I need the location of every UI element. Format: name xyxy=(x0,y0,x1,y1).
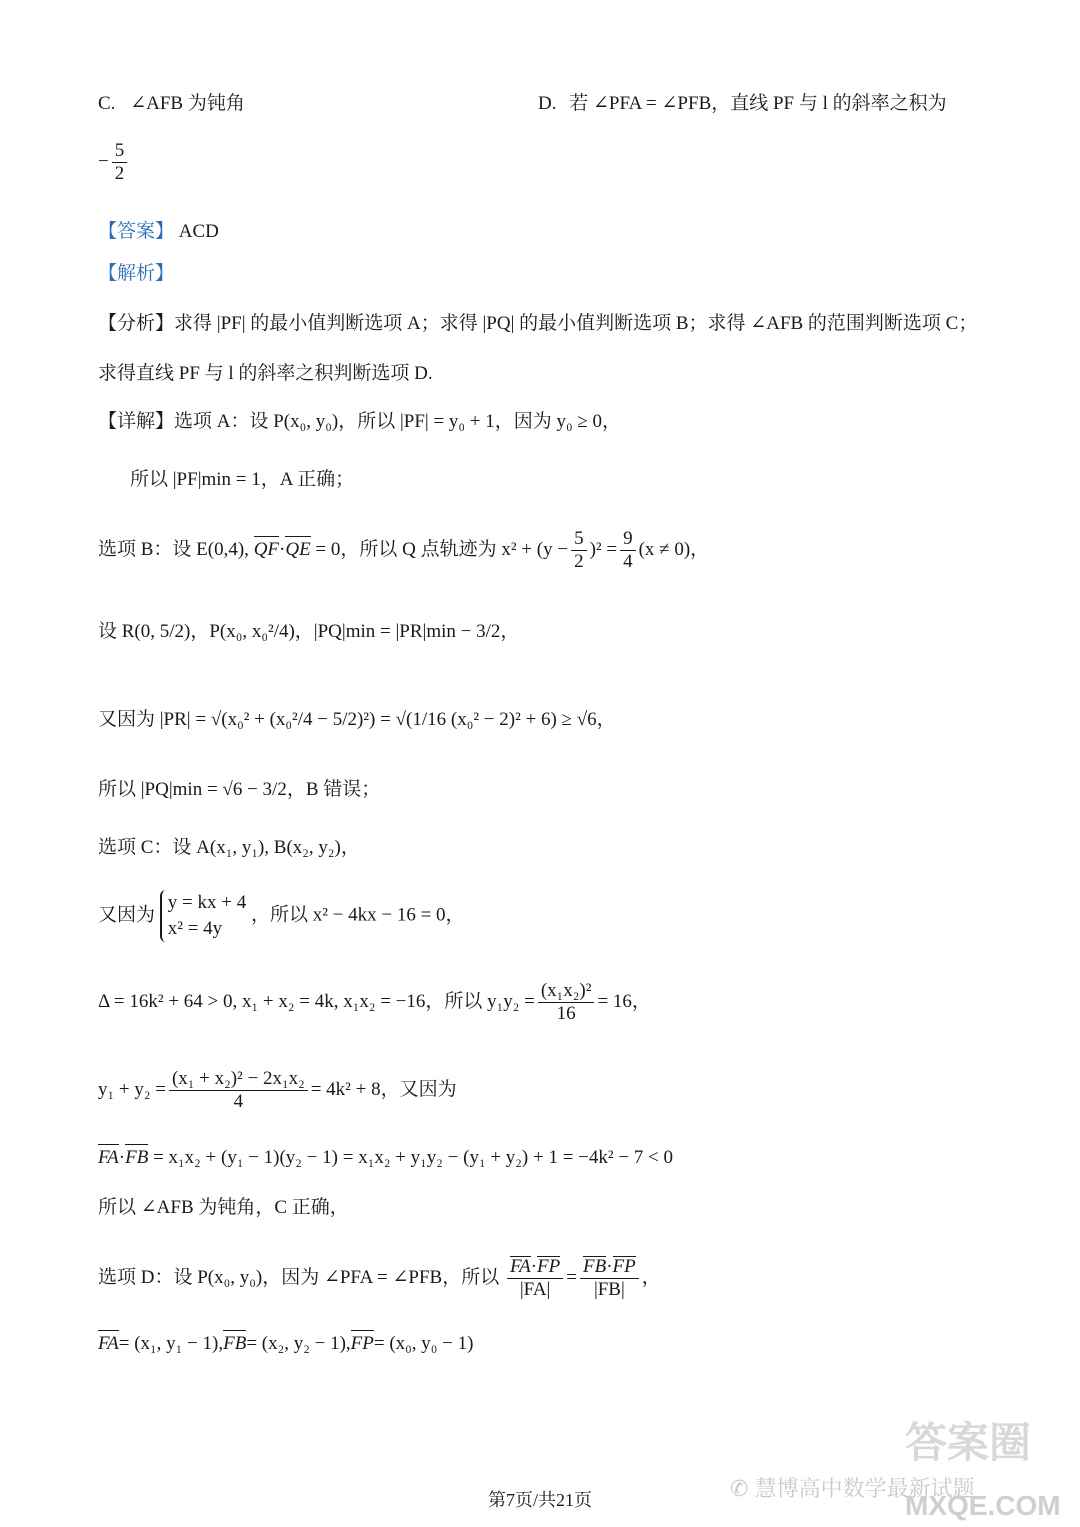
detail-b-text-4: 所以 |PQ|min = √6 − 3/2，B 错误； xyxy=(98,779,381,800)
detail-d-frac-right: $\frac{FB\cdot FP}{|FB|}$ xyxy=(580,1256,639,1301)
vector-fa: FA xyxy=(98,1144,119,1172)
detail-c3-post: = 16， xyxy=(597,990,651,1012)
detail-c-text-1: 选项 C：设 A(x₁, y₁), B(x₂, y₂)， xyxy=(98,837,360,858)
detail-c-line-4 xyxy=(98,1068,457,1113)
analysis-tag-line xyxy=(98,260,174,288)
detail-b-mid: = 0，所以 Q 点轨迹为 x² + (y − xyxy=(315,538,569,560)
system-eq-1: y = kx + 4 xyxy=(167,892,247,913)
magnitude-fb: |FB| xyxy=(593,1279,625,1300)
option-c-label: C. xyxy=(98,93,116,114)
detail-c4-frac: $\frac{\text{(x₁ + x₂)² − 2x₁x₂}}{4}$ xyxy=(169,1068,308,1113)
option-d-text: 若 ∠PFA = ∠PFB，直线 PF 与 l 的斜率之积为 xyxy=(569,93,947,114)
analysis-fenxi-tag: 【分析】 xyxy=(98,313,175,334)
option-d xyxy=(538,90,947,118)
answer-value: ACD xyxy=(178,221,219,242)
analysis-tag: 【解析】 xyxy=(98,263,175,284)
detail-c3-frac: $\frac{\text{(x₁x₂)²}}{16}$ xyxy=(538,980,595,1025)
detail-c4-post: = 4k² + 8，又因为 xyxy=(310,1078,457,1100)
option-d-label: D. xyxy=(538,93,557,114)
analysis-line-1 xyxy=(98,310,977,338)
vector-qf: QF xyxy=(254,536,279,564)
page-footer: 第7页/共21页 xyxy=(487,1490,592,1510)
vector-fp-2: FP xyxy=(351,1330,374,1358)
magnitude-fa: |FA| xyxy=(519,1279,551,1300)
detail-d-pre: 选项 D：设 P(x₀, y₀)，因为 ∠PFA = ∠PFB，所以 xyxy=(98,1266,500,1288)
option-c xyxy=(98,90,245,118)
detail-a-text-1: 选项 A：设 P(x₀, y₀)，所以 |PF| = y₀ + 1，因为 y₀ ≥ 0， xyxy=(174,411,622,432)
detail-c-pre: 又因为 xyxy=(98,904,156,926)
detail-c-line-2 xyxy=(98,890,465,942)
watermark-brand: 答案圈 xyxy=(905,1419,1032,1466)
detail-b-line-2 xyxy=(98,618,519,646)
analysis-text-2: 求得直线 PF 与 l 的斜率之积判断选项 D. xyxy=(98,363,433,384)
option-d-sign: − xyxy=(98,150,109,172)
vector-qe: QE xyxy=(285,536,310,564)
detail-d-frac-left: $\frac{FA\cdot FP}{|FA|}$ xyxy=(507,1256,563,1301)
wechat-icon: ✆ xyxy=(730,1476,749,1501)
detail-d-text-2: = (x₁, y₁ − 1), xyxy=(118,1333,224,1354)
vector-fp-num: FP xyxy=(537,1256,561,1277)
detail-b-post: )² = xyxy=(589,538,618,560)
detail-b-pre: 选项 B：设 E(0,4), xyxy=(98,538,249,560)
detail-c4-pre: y₁ + y₂ = xyxy=(98,1078,166,1100)
vector-fa-2: FA xyxy=(98,1330,119,1358)
watermark-account-text: 慧博高中数学最新试题 xyxy=(754,1476,975,1501)
detail-b-line-3 xyxy=(98,706,616,734)
vector-fb-2: FB xyxy=(223,1330,246,1358)
detail-b-line-4 xyxy=(98,776,380,804)
detail-b-tail: (x ≠ 0)， xyxy=(638,538,710,560)
detail-a-line-1 xyxy=(98,408,621,436)
detail-c-text-5: = x₁x₂ + (y₁ − 1)(y₂ − 1) = x₁x₂ + y₁y₂ − (y₁ + y₂) + 1 = −4k² − 7 < 0 xyxy=(153,1147,674,1168)
detail-b-frac-9-4: $\frac{9}{4}$ xyxy=(620,528,636,573)
detail-c-line-3 xyxy=(98,980,651,1025)
detail-d-text-2b: = (x₂, y₂ − 1), xyxy=(246,1333,351,1354)
option-d-value xyxy=(98,140,130,185)
detail-d-line-1: 选项 D：设 P(x₀, y₀)，因为 ∠PFA = ∠PFB，所以 $\frac{FA\cdot FP}{|FA|}$ = $\frac{FB\cdot FP}{|FB|}$ ， xyxy=(98,1256,661,1300)
analysis-text-1: 求得 |PF| 的最小值判断选项 A；求得 |PQ| 的最小值判断选项 B；求得 ∠AFB 的范围判断选项 C； xyxy=(174,313,978,334)
detail-d-line-2 xyxy=(98,1330,473,1358)
vector-fa-num: FA xyxy=(509,1256,531,1277)
option-d-fraction: $\frac{5}{2}$ xyxy=(112,140,128,185)
detail-c-line-1 xyxy=(98,834,360,862)
detail-a-line-2 xyxy=(130,466,354,494)
system-eq-2: x² = 4y xyxy=(167,918,223,939)
detail-c-text-6: 所以 ∠AFB 为钝角，C 正确， xyxy=(98,1197,349,1218)
detail-c3-pre: Δ = 16k² + 64 > 0, x₁ + x₂ = 4k, x₁x₂ = −16，所以 y₁y₂ = xyxy=(98,990,535,1012)
detail-b-frac-5-2: $\frac{5}{2}$ xyxy=(571,528,587,573)
answer-line xyxy=(98,218,219,246)
detail-c-line-5: FA·FB = x₁x₂ + (y₁ − 1)(y₂ − 1) = x₁x₂ + y₁y₂ − (y₁ + y₂) + 1 = −4k² − 7 < 0 xyxy=(98,1144,673,1172)
equation-system xyxy=(160,890,246,942)
vector-fp-num-2: FP xyxy=(612,1256,636,1277)
option-c-text: ∠AFB 为钝角 xyxy=(130,93,245,114)
detail-a-text-2: 所以 |PF|min = 1，A 正确； xyxy=(130,469,355,490)
detail-b-line-1: 选项 B：设 E(0,4), QF·QE = 0，所以 Q 点轨迹为 x² + (y − $\frac{5}{2}$ )² = $\frac{9}{4}$ (x ≠ 0)， xyxy=(98,528,710,572)
watermark-site: MXQE.COM xyxy=(905,1490,1061,1521)
detail-d-text-2c: = (x₀, y₀ − 1) xyxy=(373,1333,474,1354)
analysis-line-2 xyxy=(98,360,433,388)
detail-b-text-2: 设 R(0, 5/2)，P(x₀, x₀²/4)，|PQ|min = |PR|min − 3/2， xyxy=(98,621,520,642)
detail-c-line-6 xyxy=(98,1194,349,1222)
vector-fb: FB xyxy=(125,1144,148,1172)
detail-tag: 【详解】 xyxy=(98,411,175,432)
vector-fb-num: FB xyxy=(582,1256,607,1277)
answer-tag: 【答案】 xyxy=(98,221,175,242)
detail-c-post: ，所以 x² − 4kx − 16 = 0， xyxy=(250,904,465,926)
detail-b-text-3: 又因为 |PR| = √(x₀² + (x₀²/4 − 5/2)²) = √(1/16 (x₀² − 2)² + 6) ≥ √6， xyxy=(98,709,616,730)
